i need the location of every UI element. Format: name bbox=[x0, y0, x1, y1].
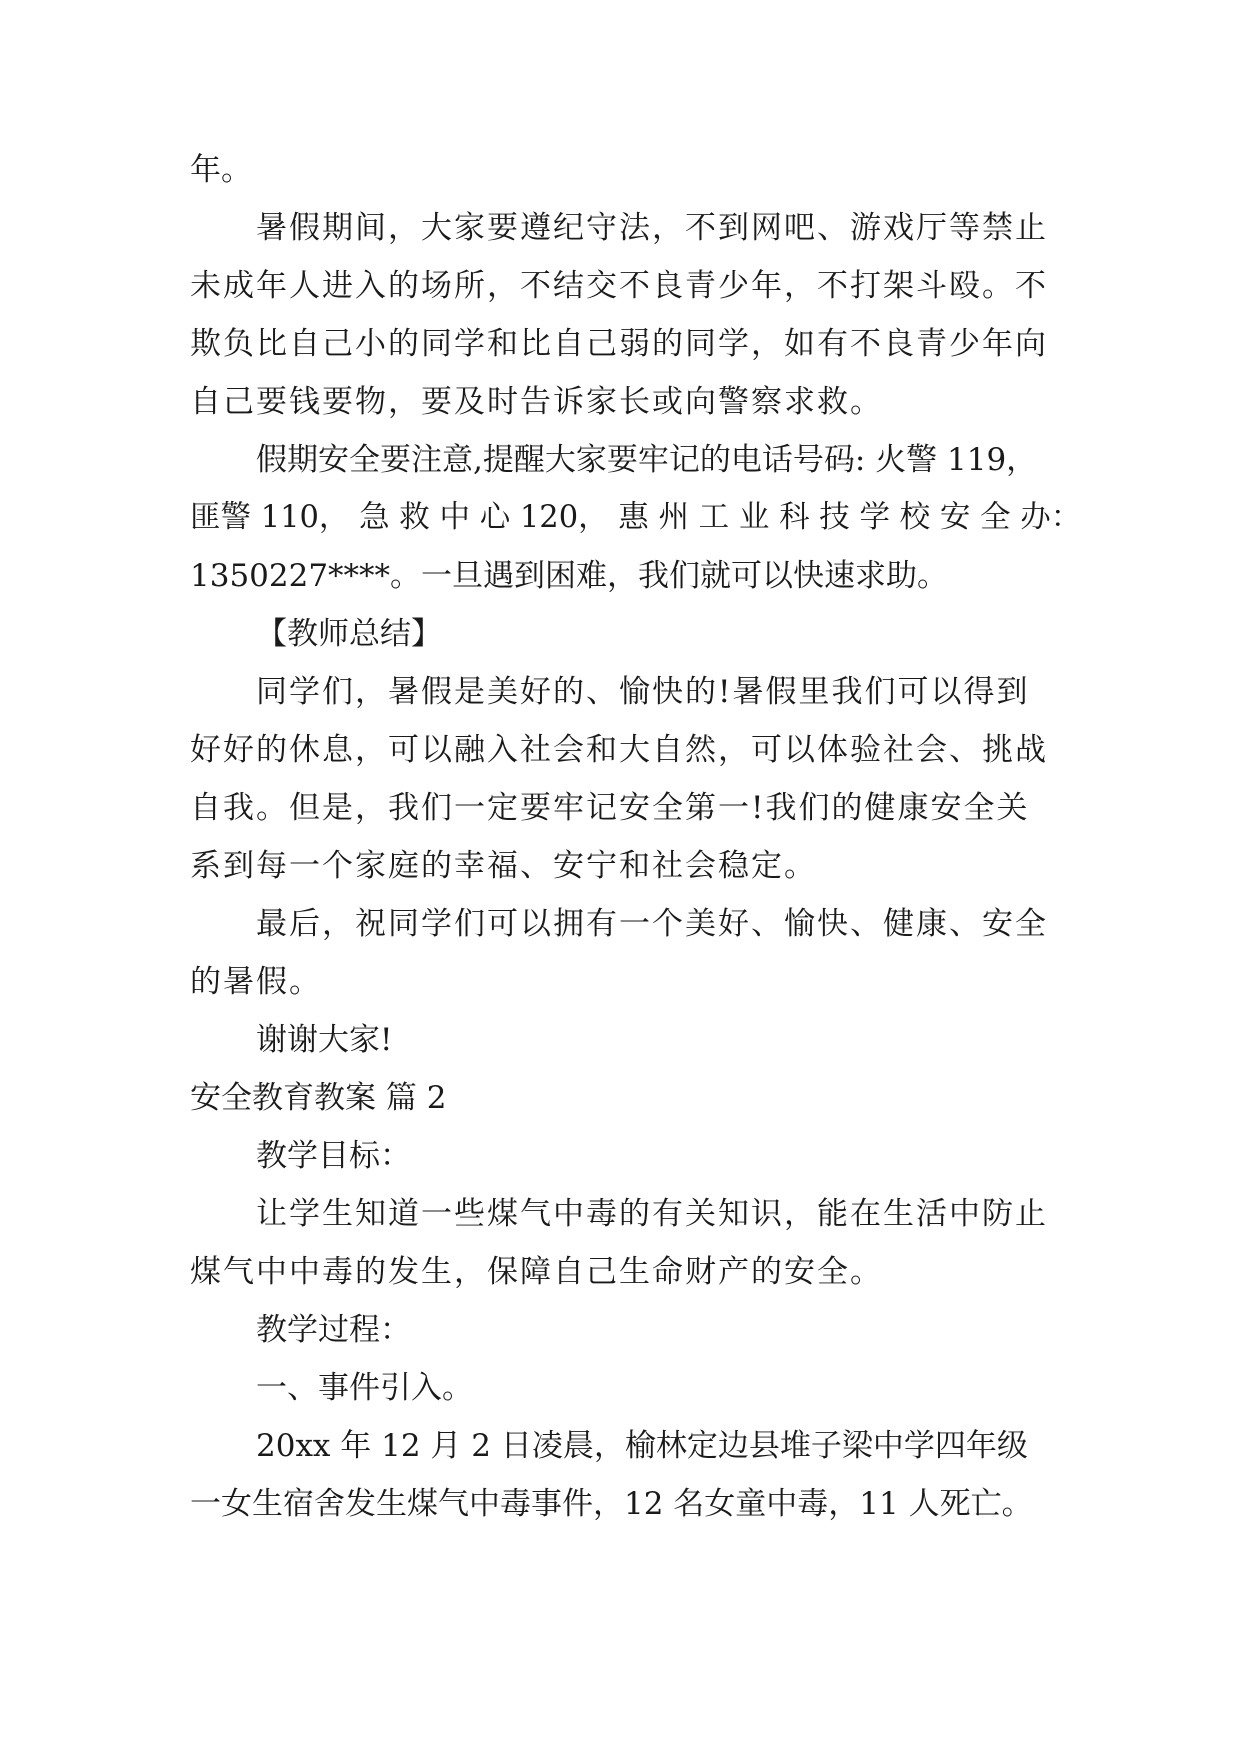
text-line: 煤气中中毒的发生，保障自己生命财产的安全。 bbox=[190, 1254, 883, 1290]
text-line: 的暑假。 bbox=[190, 964, 322, 1000]
paragraph-line: 暑假期间，大家要遵纪守法，不到网吧、游戏厅等禁止 bbox=[256, 210, 1048, 246]
paragraph-line: 最后，祝同学们可以拥有一个美好、愉快、健康、安全 bbox=[256, 906, 1048, 942]
paragraph-line: 让学生知道一些煤气中毒的有关知识，能在生活中防止 bbox=[256, 1196, 1048, 1232]
subheading: 教学目标： bbox=[256, 1138, 411, 1174]
paragraph-line: 同学们，暑假是美好的、愉快的!暑假里我们可以得到 bbox=[256, 674, 1030, 710]
paragraph-line: 一、事件引入。 bbox=[256, 1370, 473, 1406]
text-line: 1350227****。一旦遇到困难，我们就可以快速求助。 bbox=[190, 558, 949, 594]
paragraph-line: 20xx 年 12 月 2 日凌晨，榆林定边县堆子梁中学四年级 bbox=[256, 1428, 1028, 1464]
text-line: 系到每一个家庭的幸福、安宁和社会稳定。 bbox=[190, 848, 817, 884]
section-title: 安全教育教案 篇 2 bbox=[190, 1080, 447, 1116]
text-line: 匪警 110， 急 救 中 心 120， 惠 州 工 业 科 技 学 校 安 全 办： bbox=[190, 500, 1082, 535]
section-heading: 【教师总结】 bbox=[256, 616, 442, 652]
text-line: 欺负比自己小的同学和比自己弱的同学，如有不良青少年向 bbox=[190, 326, 1048, 362]
paragraph-line: 假期安全要注意,提醒大家要牢记的电话号码: 火警 119， bbox=[256, 442, 1038, 478]
text-line: 自己要钱要物，要及时告诉家长或向警察求救。 bbox=[190, 384, 883, 420]
subheading: 教学过程： bbox=[256, 1312, 411, 1348]
text-line: 未成年人进入的场所，不结交不良青少年，不打架斗殴。不 bbox=[190, 268, 1048, 304]
paragraph-line: 谢谢大家! bbox=[256, 1022, 393, 1058]
text-line: 好好的休息，可以融入社会和大自然，可以体验社会、挑战 bbox=[190, 732, 1048, 768]
text-line: 一女生宿舍发生煤气中毒事件，12 名女童中毒，11 人死亡。 bbox=[190, 1486, 1033, 1522]
text-line: 自我。但是，我们一定要牢记安全第一!我们的健康安全关 bbox=[190, 790, 1030, 826]
text-line: 年。 bbox=[190, 152, 252, 188]
